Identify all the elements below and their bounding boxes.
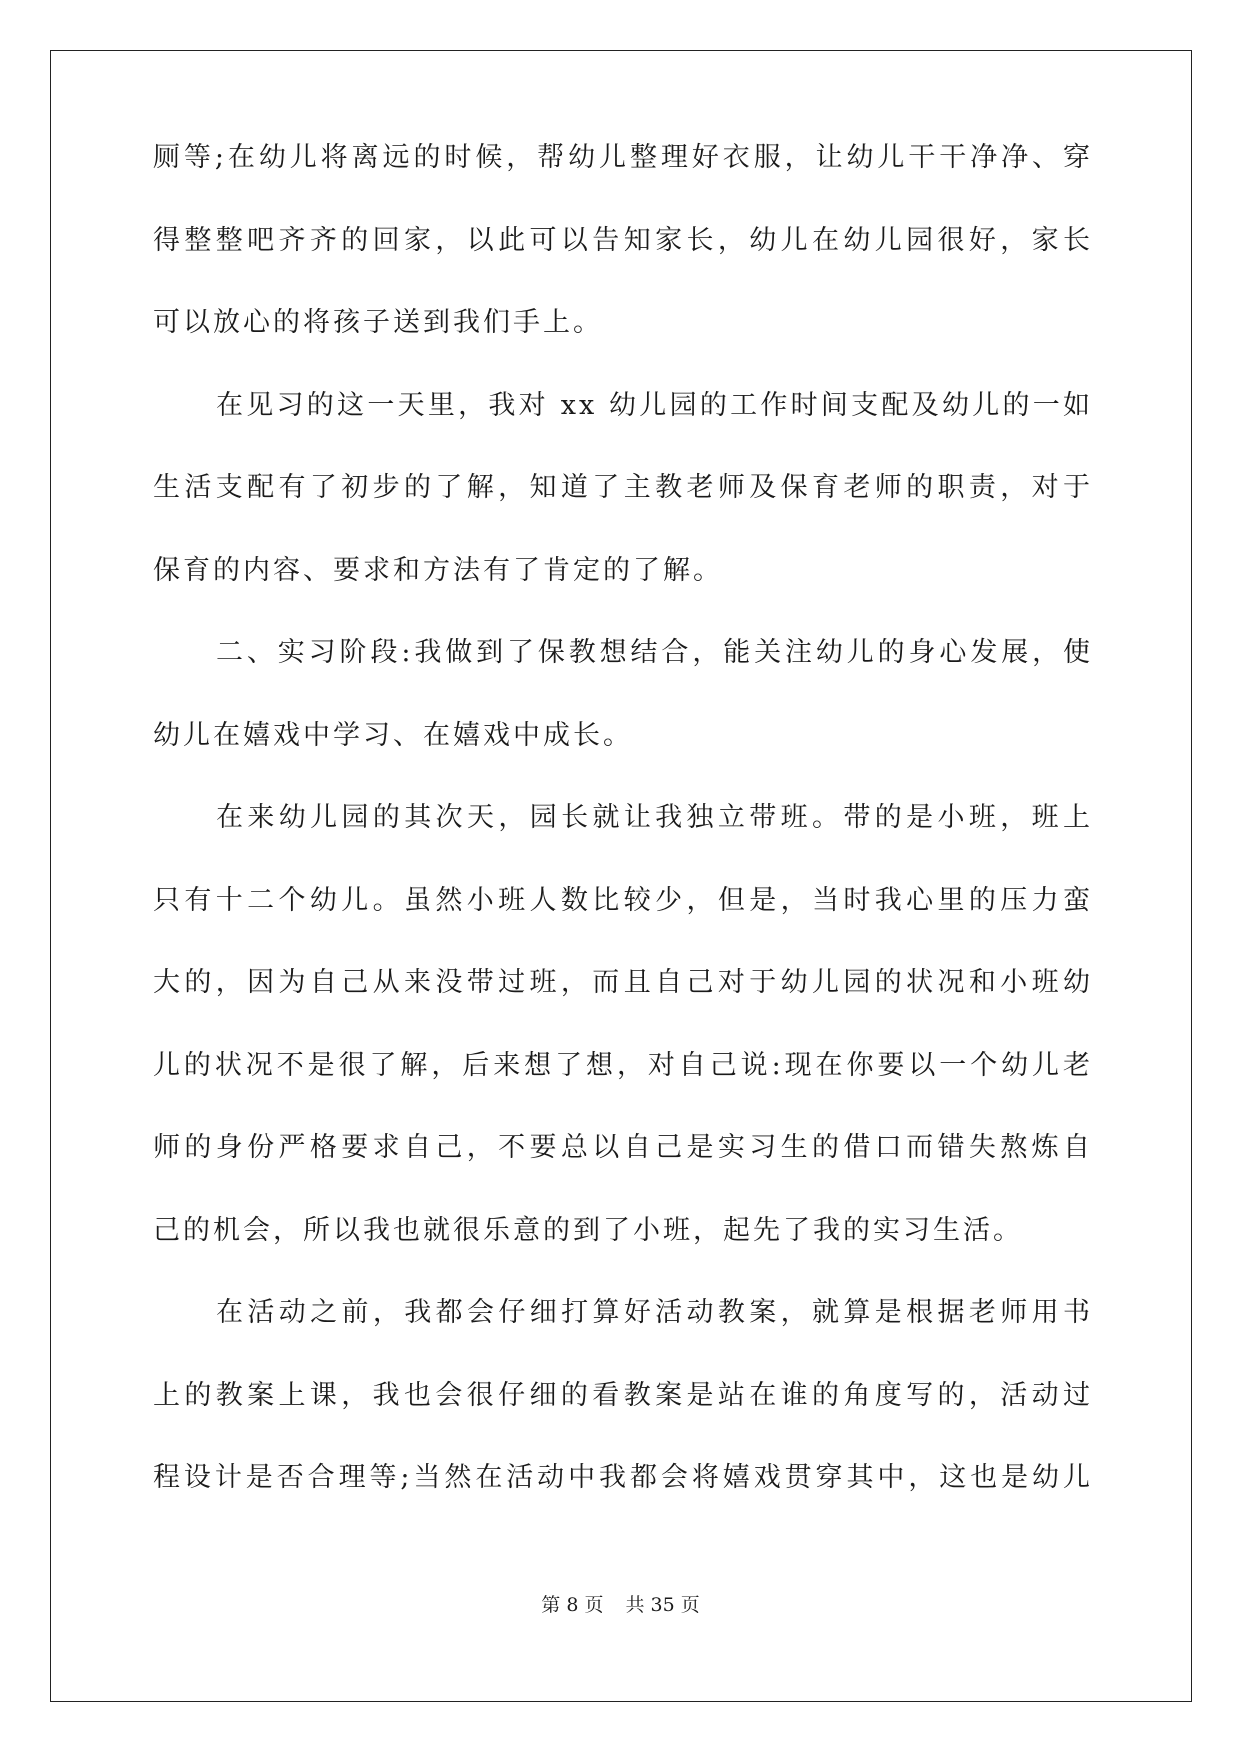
current-page-label: 第 8 页: [541, 1594, 604, 1616]
text-line: 程设计是否合理等;当然在活动中我都会将嬉戏贯穿其中，这也是幼儿: [153, 1462, 1093, 1493]
text-line: 在来幼儿园的其次天，园长就让我独立带班。带的是小班，班上: [216, 802, 1093, 833]
text-line: 只有十二个幼儿。虽然小班人数比较少，但是，当时我心里的压力蛮: [153, 884, 1093, 916]
text-line: 二、实习阶段:我做到了保教想结合，能关注幼儿的身心发展，使: [216, 637, 1093, 668]
text-line: 可以放心的将孩子送到我们手上。: [153, 307, 603, 338]
text-line: 大的，因为自己从来没带过班，而且自己对于幼儿园的状况和小班幼: [153, 967, 1093, 998]
text-line: 保育的内容、要求和方法有了肯定的了解。: [153, 554, 723, 586]
text-line: 在活动之前，我都会仔细打算好活动教案，就算是根据老师用书: [216, 1297, 1093, 1328]
text-line: 上的教案上课，我也会很仔细的看教案是站在谁的角度写的，活动过: [153, 1379, 1093, 1411]
page-footer: [0, 1593, 1241, 1617]
text-line: 得整整吧齐齐的回家，以此可以告知家长，幼儿在幼儿园很好，家长: [153, 224, 1093, 256]
text-line: 厕等;在幼儿将离远的时候，帮幼儿整理好衣服，让幼儿干干净净、穿: [153, 142, 1093, 173]
text-line: 儿的状况不是很了解，后来想了想，对自己说:现在你要以一个幼儿老: [153, 1049, 1093, 1081]
text-line: 在见习的这一天里，我对 xx 幼儿园的工作时间支配及幼儿的一如: [216, 389, 1093, 421]
text-line: 生活支配有了初步的了解，知道了主教老师及保育老师的职责，对于: [153, 472, 1093, 503]
text-line: 师的身份严格要求自己，不要总以自己是实习生的借口而错失熬炼自: [153, 1132, 1093, 1163]
text-line: 幼儿在嬉戏中学习、在嬉戏中成长。: [153, 719, 633, 751]
document-body: [153, 140, 1093, 1543]
total-pages-label: 共 35 页: [625, 1594, 700, 1616]
text-line: 己的机会，所以我也就很乐意的到了小班，起先了我的实习生活。: [153, 1214, 1023, 1246]
